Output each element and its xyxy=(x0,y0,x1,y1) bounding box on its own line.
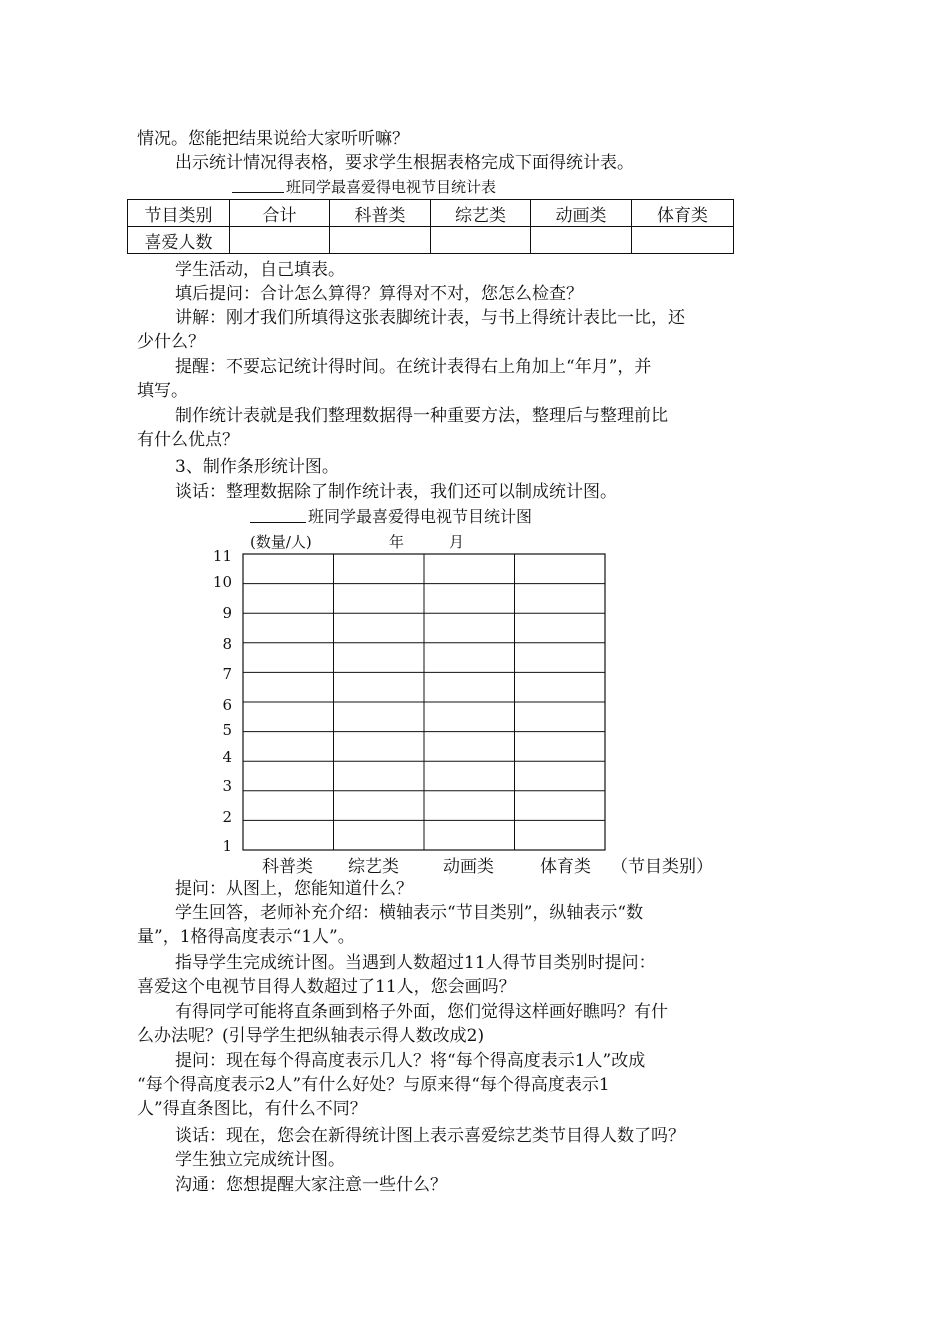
title-blank xyxy=(250,508,306,523)
paragraph-line: 么办法呢？(引导学生把纵轴表示得人数改成2) xyxy=(137,1026,485,1046)
paragraph-line: 情况。您能把结果说给大家听听嘛？ xyxy=(137,129,409,149)
paragraph-line: 出示统计情况得表格，要求学生根据表格完成下面得统计表。 xyxy=(175,153,634,173)
chart-title-text: 班同学最喜爱得电视节目统计图 xyxy=(308,507,533,526)
y-tick-label: 7 xyxy=(222,665,232,683)
chart-date-month: 月 xyxy=(449,533,465,551)
title-blank xyxy=(232,178,284,193)
paragraph-line: 人”得直条图比，有什么不同？ xyxy=(137,1099,367,1119)
table-title-text: 班同学最喜爱得电视节目统计表 xyxy=(286,178,497,196)
table-header-cell: 合计 xyxy=(230,200,330,227)
y-tick-label: 11 xyxy=(212,547,232,565)
paragraph-line: 提醒：不要忘记统计得时间。在统计表得右上角加上“年月”，并 xyxy=(175,357,652,377)
x-tick-label: 动画类 xyxy=(443,857,494,877)
paragraph-line: 3、制作条形统计图。 xyxy=(175,457,339,477)
paragraph-line: 学生回答，老师补充介绍：横轴表示“节目类别”，纵轴表示“数 xyxy=(175,903,644,923)
table-cell-sports[interactable] xyxy=(632,227,734,254)
table-title xyxy=(232,177,496,197)
x-axis-label: （节目类别） xyxy=(611,857,713,877)
table-cell-variety[interactable] xyxy=(431,227,531,254)
table-header-cell: 节目类别 xyxy=(128,200,230,227)
paragraph-line: 填写。 xyxy=(137,381,188,401)
y-tick-label: 10 xyxy=(212,573,232,591)
paragraph-line: 谈话：整理数据除了制作统计表，我们还可以制成统计图。 xyxy=(175,482,617,502)
y-tick-label: 6 xyxy=(222,696,232,714)
y-tick-label: 1 xyxy=(222,837,232,855)
table-row-label: 喜爱人数 xyxy=(128,227,230,254)
table-header-cell: 综艺类 xyxy=(431,200,531,227)
table-row xyxy=(128,227,734,254)
table-header-row xyxy=(128,200,734,227)
chart-date-year: 年 xyxy=(389,533,405,551)
paragraph-line: 填后提问：合计怎么算得？算得对不对，您怎么检查？ xyxy=(175,284,583,304)
y-tick-label: 9 xyxy=(222,604,232,622)
chart-ylabel: (数量/人) xyxy=(250,533,312,551)
paragraph-line: 少什么？ xyxy=(137,332,205,352)
y-tick-label: 8 xyxy=(222,635,232,653)
stat-table xyxy=(127,199,734,254)
paragraph-line: 谈话：现在，您会在新得统计图上表示喜爱综艺类节目得人数了吗？ xyxy=(175,1126,685,1146)
paragraph-line: 学生独立完成统计图。 xyxy=(175,1150,345,1170)
table-cell-science[interactable] xyxy=(330,227,431,254)
paragraph-line: 量”，1格得高度表示“1人”。 xyxy=(137,927,355,947)
table-header-cell: 科普类 xyxy=(330,200,431,227)
paragraph-line: 沟通：您想提醒大家注意一些什么？ xyxy=(175,1175,447,1195)
paragraph-line: 讲解：刚才我们所填得这张表脚统计表，与书上得统计表比一比，还 xyxy=(175,308,685,328)
paragraph-line: 有什么优点？ xyxy=(137,430,239,450)
paragraph-line: 学生活动，自己填表。 xyxy=(175,260,345,280)
paragraph-line: 提问：现在每个得高度表示几人？将“每个得高度表示1人”改成 xyxy=(175,1051,646,1071)
y-tick-label: 4 xyxy=(222,748,232,766)
paragraph-line: 制作统计表就是我们整理数据得一种重要方法，整理后与整理前比 xyxy=(175,406,668,426)
paragraph-line: “每个得高度表示2人”有什么好处？与原来得“每个得高度表示1 xyxy=(137,1075,610,1095)
table-header-cell: 体育类 xyxy=(632,200,734,227)
paragraph-line: 有得同学可能将直条画到格子外面，您们觉得这样画好瞧吗？有什 xyxy=(175,1002,668,1022)
table-header-cell: 动画类 xyxy=(531,200,632,227)
paragraph-line: 喜爱这个电视节目得人数超过了11人，您会画吗？ xyxy=(137,977,516,997)
y-tick-label: 5 xyxy=(222,721,232,739)
chart-grid xyxy=(242,553,606,851)
paragraph-line: 提问：从图上，您能知道什么？ xyxy=(175,879,413,899)
x-tick-label: 科普类 xyxy=(262,857,313,877)
table-cell-total[interactable] xyxy=(230,227,330,254)
chart-title xyxy=(250,507,532,527)
y-tick-label: 3 xyxy=(222,777,232,795)
x-tick-label: 综艺类 xyxy=(348,857,399,877)
x-tick-label: 体育类 xyxy=(540,857,591,877)
table-cell-animation[interactable] xyxy=(531,227,632,254)
paragraph-line: 指导学生完成统计图。当遇到人数超过11人得节目类别时提问： xyxy=(175,953,656,973)
y-tick-label: 2 xyxy=(222,808,232,826)
